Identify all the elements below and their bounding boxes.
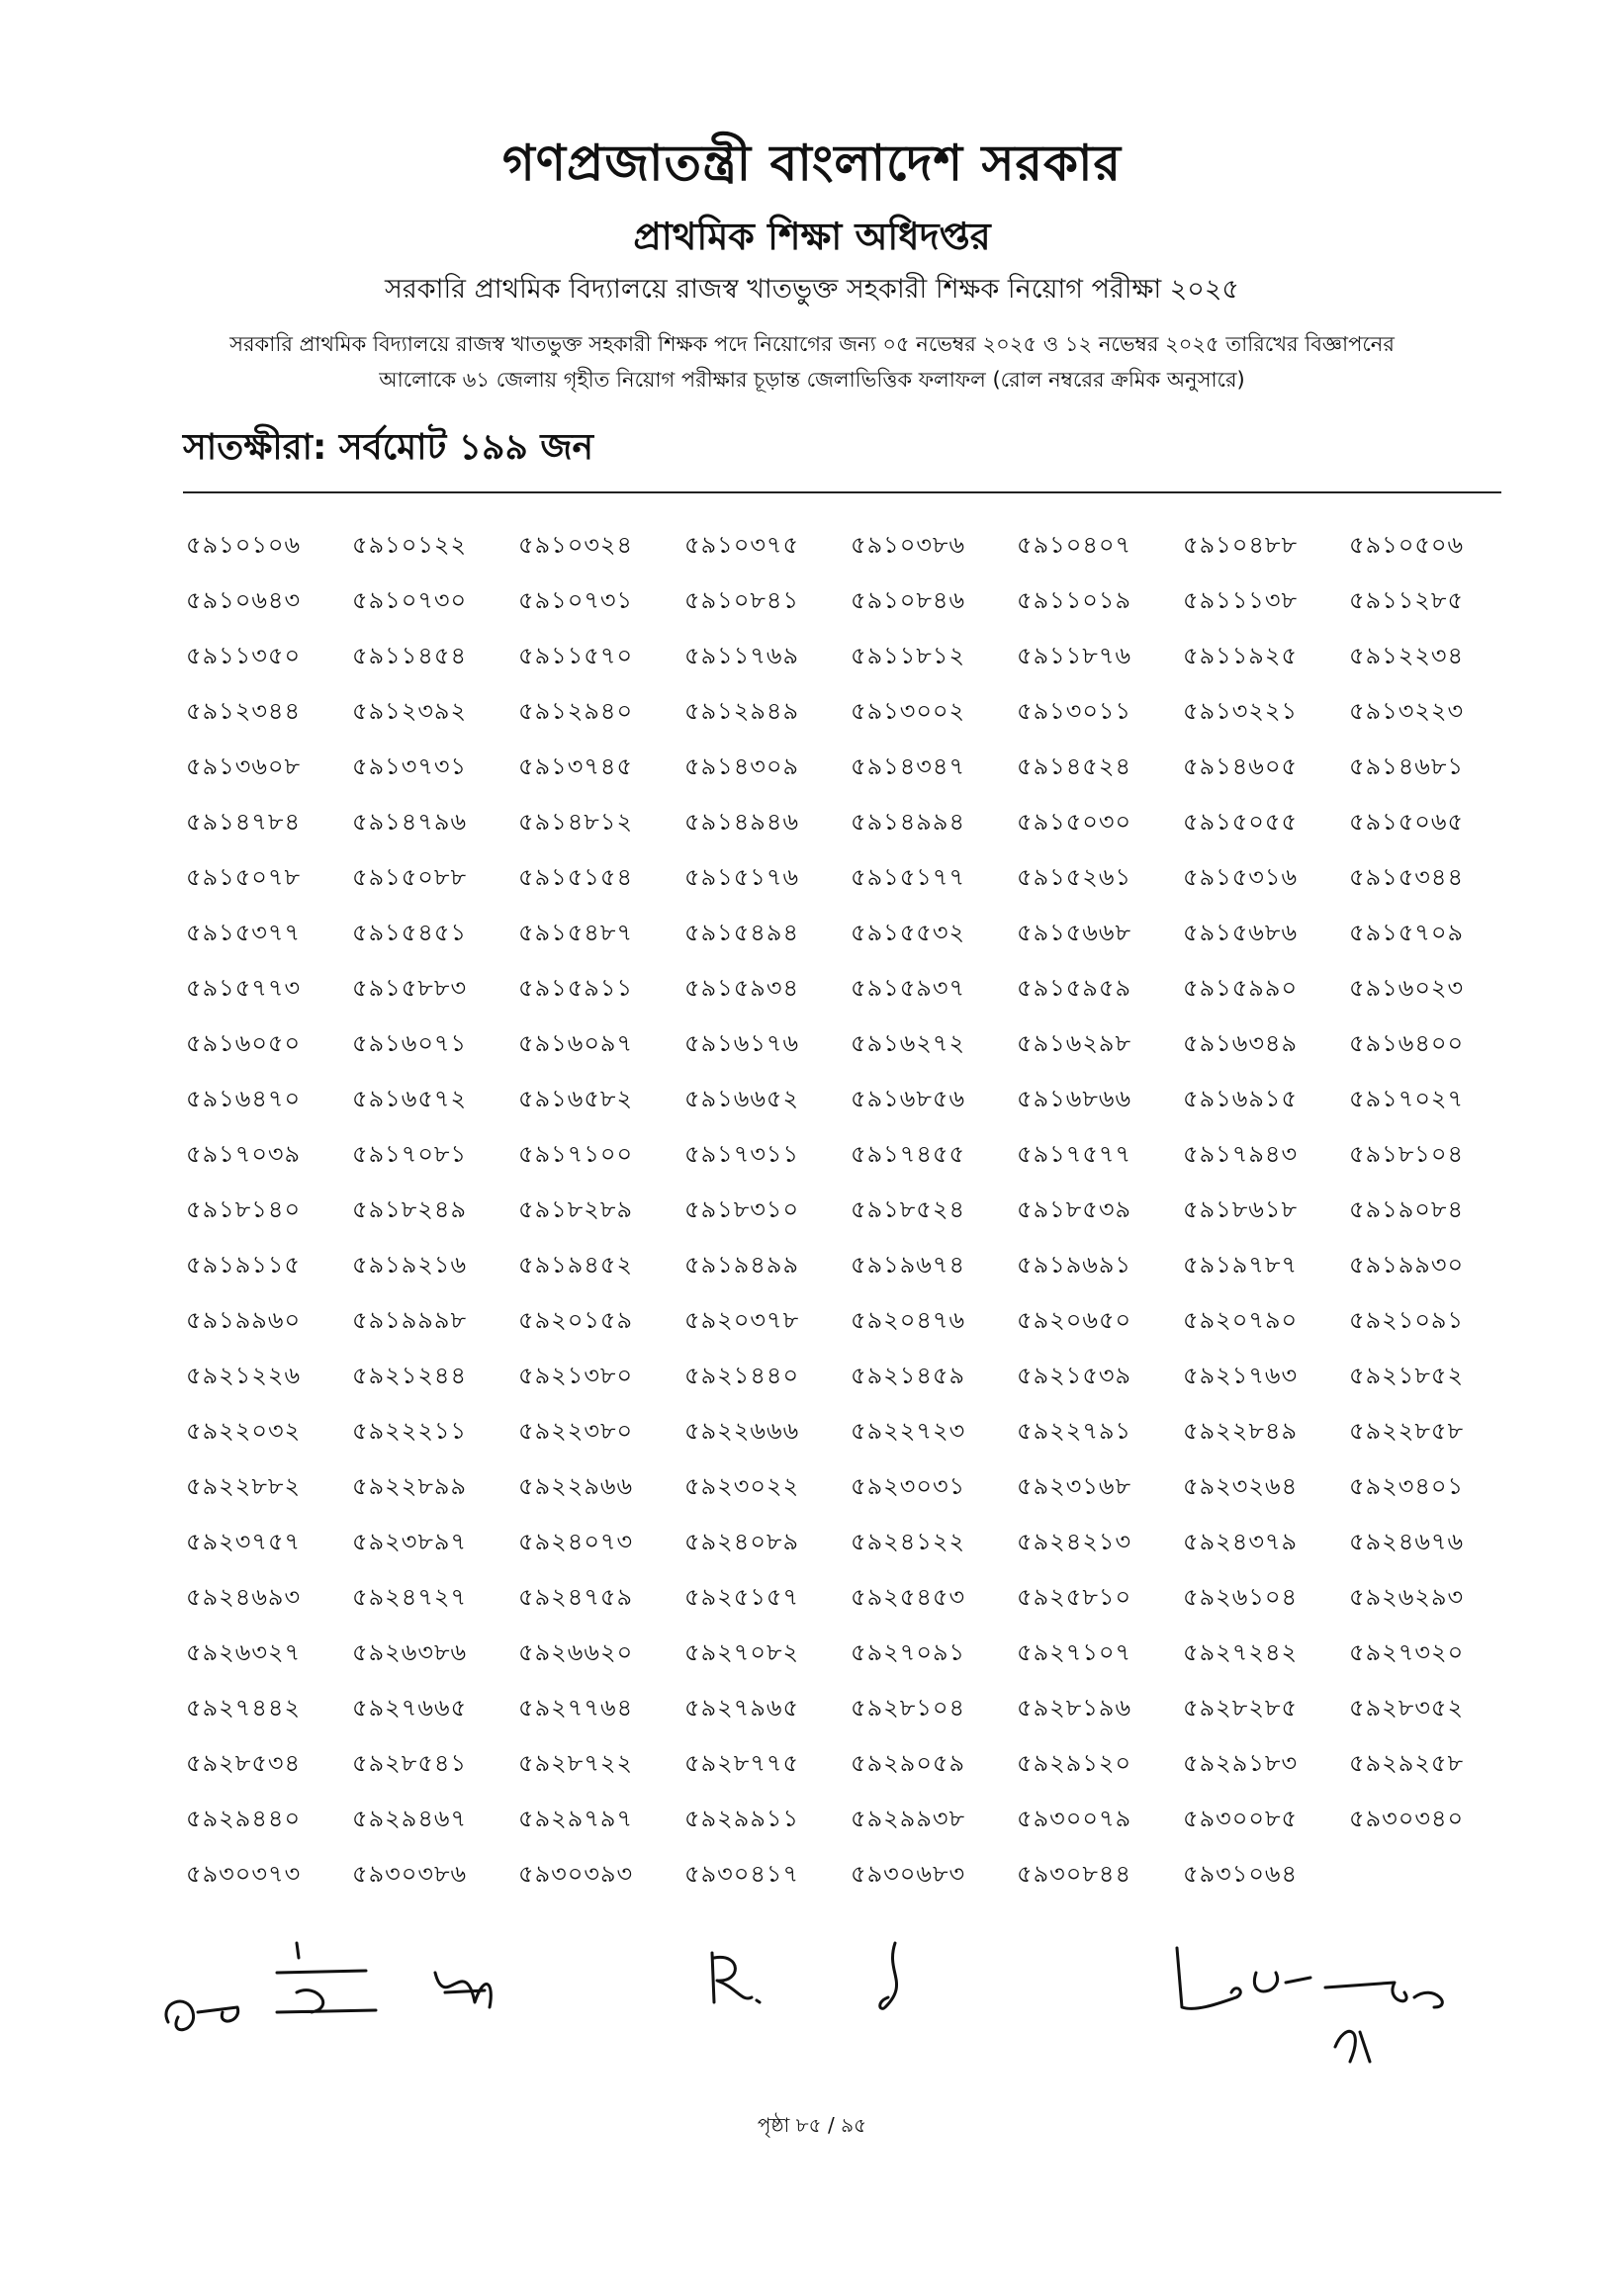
roll-number: ৫৯১৯৯৩০ bbox=[1349, 1251, 1465, 1279]
roll-number: ৫৯২১২৪৪ bbox=[352, 1362, 468, 1389]
roll-number: ৫৯১৫৯৯০ bbox=[1183, 974, 1299, 1002]
roll-number: ৫৯৩০৬৮৩ bbox=[851, 1860, 966, 1888]
roll-number: ৫৯১৬২৯৮ bbox=[1017, 1029, 1132, 1057]
roll-number: ৫৯১৪৯৪৬ bbox=[684, 808, 800, 836]
roll-number: ৫৯১০৮৪১ bbox=[684, 586, 800, 614]
government-title: গণপ্রজাতন্ত্রী বাংলাদেশ সরকার bbox=[502, 134, 1122, 192]
roll-number: ৫৯১৬০৭১ bbox=[352, 1029, 468, 1057]
roll-number: ৫৯১৯৭৮৭ bbox=[1183, 1251, 1299, 1279]
roll-number: ৫৯১৫৫৩২ bbox=[851, 919, 966, 946]
roll-number: ৫৯২১২২৬ bbox=[186, 1362, 302, 1389]
roll-number: ৫৯১৫৬৮৬ bbox=[1183, 919, 1299, 946]
roll-number: ৫৯২২৮৮২ bbox=[186, 1472, 302, 1500]
roll-number: ৫৯২৯২৫৮ bbox=[1349, 1749, 1465, 1777]
roll-number: ৫৯২৩৭৫৭ bbox=[186, 1528, 302, 1555]
roll-number: ৫৯১৬৪০০ bbox=[1349, 1029, 1465, 1057]
roll-number: ৫৯১৩৭৪৫ bbox=[518, 752, 634, 780]
roll-number: ৫৯১০৩৮৬ bbox=[851, 531, 966, 559]
roll-number: ৫৯২৫৮১০ bbox=[1017, 1583, 1132, 1611]
roll-number: ৫৯১৬৬৫২ bbox=[684, 1085, 800, 1112]
roll-number: ৫৯১০৫০৬ bbox=[1349, 531, 1465, 559]
roll-number: ৫৯১৫৩৪৪ bbox=[1349, 863, 1465, 891]
roll-number: ৫৯১৯৯৬০ bbox=[186, 1306, 302, 1334]
roll-number: ৫৯১১৮১২ bbox=[851, 642, 966, 669]
roll-number: ৫৯২০৩৭৮ bbox=[684, 1306, 800, 1334]
roll-number: ৫৯১১৮৭৬ bbox=[1017, 642, 1132, 669]
roll-number: ৫৯১৮৩১০ bbox=[684, 1195, 800, 1223]
roll-number: ৫৯৩০৩৪০ bbox=[1349, 1805, 1465, 1832]
roll-number: ৫৯১০৮৪৬ bbox=[851, 586, 966, 614]
roll-number: ৫৯২৩৮৯৭ bbox=[352, 1528, 468, 1555]
roll-number: ৫৯১৮১০৪ bbox=[1349, 1140, 1465, 1168]
roll-number: ৫৯১২৩৪৪ bbox=[186, 697, 302, 725]
roll-number: ৫৯১৫০৩০ bbox=[1017, 808, 1132, 836]
roll-number: ৫৯২৭০৮২ bbox=[684, 1638, 800, 1666]
page-number: পৃষ্ঠা ৮৫ / ৯৫ bbox=[757, 2113, 867, 2137]
roll-number: ৫৯১৬০২৩ bbox=[1349, 974, 1465, 1002]
roll-number: ৫৯১৩২২৩ bbox=[1349, 697, 1465, 725]
roll-number: ৫৯২৮৩৫২ bbox=[1349, 1694, 1465, 1722]
roll-number: ৫৯২৫১৫৭ bbox=[684, 1583, 800, 1611]
roll-number: ৫৯২৮৭৭৫ bbox=[684, 1749, 800, 1777]
roll-number: ৫৯২০৬৫০ bbox=[1017, 1306, 1132, 1334]
roll-number: ৫৯২৪৩৭৯ bbox=[1183, 1528, 1299, 1555]
roll-number: ৫৯১১২৮৫ bbox=[1349, 586, 1465, 614]
roll-number: ৫৯৩০০৮৫ bbox=[1183, 1805, 1299, 1832]
roll-number: ৫৯১৪৭৮৪ bbox=[186, 808, 302, 836]
roll-number: ৫৯২৪৭২৭ bbox=[352, 1583, 468, 1611]
roll-number: ৫৯২৯৪৪০ bbox=[186, 1805, 302, 1832]
roll-number: ৫৯১০৩২৪ bbox=[518, 531, 634, 559]
roll-number: ৫৯২৯৯৩৮ bbox=[851, 1805, 966, 1832]
roll-number: ৫৯২৯৭৯৭ bbox=[518, 1805, 634, 1832]
roll-number: ৫৯১৫৩১৬ bbox=[1183, 863, 1299, 891]
roll-number: ৫৯১৮৫২৪ bbox=[851, 1195, 966, 1223]
district-heading: সাতক্ষীরা: সর্বমোট ১৯৯ জন bbox=[183, 427, 594, 468]
roll-number: ৫৯১৯১১৫ bbox=[186, 1251, 302, 1279]
roll-number: ৫৯১০১২২ bbox=[352, 531, 468, 559]
roll-number: ৫৯১৬০৯৭ bbox=[518, 1029, 634, 1057]
roll-number: ৫৯১৭৩১১ bbox=[684, 1140, 800, 1168]
roll-number: ৫৯১৭৯৪৩ bbox=[1183, 1140, 1299, 1168]
roll-number: ৫৯২০৪৭৬ bbox=[851, 1306, 966, 1334]
roll-number: ৫৯২৩১৬৮ bbox=[1017, 1472, 1132, 1500]
roll-number: ৫৯১৬২৭২ bbox=[851, 1029, 966, 1057]
roll-number: ৫৯২২৭২৩ bbox=[851, 1417, 966, 1445]
roll-number: ৫৯১৫১৫৪ bbox=[518, 863, 634, 891]
roll-number: ৫৯১৯০৮৪ bbox=[1349, 1195, 1465, 1223]
roll-number: ৫৯১৫০৭৮ bbox=[186, 863, 302, 891]
roll-number: ৫৯৩০৪১৭ bbox=[684, 1860, 800, 1888]
roll-number: ৫৯২৪৬৭৬ bbox=[1349, 1528, 1465, 1555]
roll-number: ৫৯২২৭৯১ bbox=[1017, 1417, 1132, 1445]
roll-number: ৫৯১৯৯৯৮ bbox=[352, 1306, 468, 1334]
roll-number: ৫৯২৪০৮৯ bbox=[684, 1528, 800, 1555]
roll-number: ৫৯১৪৫২৪ bbox=[1017, 752, 1132, 780]
roll-number: ৫৯২১৩৮০ bbox=[518, 1362, 634, 1389]
roll-number: ৫৯১৫৪৫১ bbox=[352, 919, 468, 946]
roll-number: ৫৯২১৮৫২ bbox=[1349, 1362, 1465, 1389]
roll-number: ৫৯১০৩৭৫ bbox=[684, 531, 800, 559]
roll-number: ৫৯১১৪৫৪ bbox=[352, 642, 468, 669]
handwritten-signatures-icon bbox=[148, 1913, 1533, 2072]
roll-number: ৫৯১৫৯১১ bbox=[518, 974, 634, 1002]
roll-number: ৫৯১৪৭৯৬ bbox=[352, 808, 468, 836]
roll-number: ৫৯১২৩৯২ bbox=[352, 697, 468, 725]
roll-number: ৫৯২৪১২২ bbox=[851, 1528, 966, 1555]
roll-number: ৫৯১৫৯৫৯ bbox=[1017, 974, 1132, 1002]
exam-title: সরকারি প্রাথমিক বিদ্যালয়ে রাজস্ব খাতভুক্ত সহকারী শিক্ষক নিয়োগ পরীক্ষা ২০২৫ bbox=[385, 274, 1239, 305]
signatures bbox=[148, 1913, 1533, 2072]
roll-number: ৫৯১৯৬৭৪ bbox=[851, 1251, 966, 1279]
roll-number: ৫৯১৯৪৯৯ bbox=[684, 1251, 800, 1279]
roll-number: ৫৯১৬৩৪৯ bbox=[1183, 1029, 1299, 1057]
roll-number: ৫৯১৮২৪৯ bbox=[352, 1195, 468, 1223]
roll-number: ৫৯২৯৯১১ bbox=[684, 1805, 800, 1832]
roll-number: ৫৯১৪৬০৫ bbox=[1183, 752, 1299, 780]
roll-number: ৫৯২৬৩৮৬ bbox=[352, 1638, 468, 1666]
roll-number: ৫৯২০১৫৯ bbox=[518, 1306, 634, 1334]
notice-line-2: আলোকে ৬১ জেলায় গৃহীত নিয়োগ পরীক্ষার চূড়ান্ত জেলাভিত্তিক ফলাফল (রোল নম্বরের ক্রমিক অনুসারে) bbox=[379, 368, 1245, 392]
roll-number: ৫৯১৫১৭৬ bbox=[684, 863, 800, 891]
roll-number: ৫৯১৮২৮৯ bbox=[518, 1195, 634, 1223]
roll-number: ৫৯২২৮৯৯ bbox=[352, 1472, 468, 1500]
roll-number: ৫৯২৬৬২০ bbox=[518, 1638, 634, 1666]
roll-number: ৫৯২৩০৩১ bbox=[851, 1472, 966, 1500]
roll-number: ৫৯১৬৮৬৬ bbox=[1017, 1085, 1132, 1112]
roll-number: ৫৯২০৭৯০ bbox=[1183, 1306, 1299, 1334]
roll-number: ৫৯২৭৯৬৫ bbox=[684, 1694, 800, 1722]
roll-number: ৫৯১৫৩৭৭ bbox=[186, 919, 302, 946]
roll-number: ৫৯২৮৭২২ bbox=[518, 1749, 634, 1777]
roll-number: ৫৯১৫৯৩৭ bbox=[851, 974, 966, 1002]
roll-number: ৫৯১০৪৮৮ bbox=[1183, 531, 1299, 559]
roll-number: ৫৯১৬৪৭০ bbox=[186, 1085, 302, 1112]
notice-line-1: সরকারি প্রাথমিক বিদ্যালয়ে রাজস্ব খাতভুক্ত সহকারী শিক্ষক পদে নিয়োগের জন্য ০৫ নভেম্বর ২০২৫ ও ১২ নভেম্বর ২০২৫ তারিখের বিজ্ঞাপনের bbox=[229, 332, 1395, 356]
roll-number: ৫৯২৪০৭৩ bbox=[518, 1528, 634, 1555]
roll-number: ৫৯২৩০২২ bbox=[684, 1472, 800, 1500]
roll-number: ৫৯২৭০৯১ bbox=[851, 1638, 966, 1666]
roll-number: ৫৯১৯৪৫২ bbox=[518, 1251, 634, 1279]
roll-number: ৫৯১৫৬৬৮ bbox=[1017, 919, 1132, 946]
roll-number: ৫৯১০৪০৭ bbox=[1017, 531, 1132, 559]
roll-number: ৫৯২২৯৬৬ bbox=[518, 1472, 634, 1500]
roll-number: ৫৯১০১০৬ bbox=[186, 531, 302, 559]
roll-number: ৫৯৩০৩৮৬ bbox=[352, 1860, 468, 1888]
roll-number: ৫৯১১১৩৮ bbox=[1183, 586, 1299, 614]
roll-number: ৫৯২৯১৮৩ bbox=[1183, 1749, 1299, 1777]
roll-number: ৫৯১৫৯৩৪ bbox=[684, 974, 800, 1002]
roll-number: ৫৯১০৬৪৩ bbox=[186, 586, 302, 614]
roll-number: ৫৯২৪২১৩ bbox=[1017, 1528, 1132, 1555]
roll-number: ৫৯১৮১৪০ bbox=[186, 1195, 302, 1223]
roll-number: ৫৯২৬১০৪ bbox=[1183, 1583, 1299, 1611]
roll-number: ৫৯২৬২৯৩ bbox=[1349, 1583, 1465, 1611]
divider bbox=[183, 491, 1501, 493]
roll-number: ৫৯২৩৪০১ bbox=[1349, 1472, 1465, 1500]
roll-number: ৫৯২৭৭৬৪ bbox=[518, 1694, 634, 1722]
roll-number: ৫৯২১০৯১ bbox=[1349, 1306, 1465, 1334]
roll-number: ৫৯১৬৫৭২ bbox=[352, 1085, 468, 1112]
roll-number: ৫৯১৩০১১ bbox=[1017, 697, 1132, 725]
roll-number: ৫৯১১৭৬৯ bbox=[684, 642, 800, 669]
roll-number: ৫৯২৭১০৭ bbox=[1017, 1638, 1132, 1666]
roll-number: ৫৯২২৮৪৯ bbox=[1183, 1417, 1299, 1445]
roll-number: ৫৯১৫০৮৮ bbox=[352, 863, 468, 891]
roll-number: ৫৯১৬৫৮২ bbox=[518, 1085, 634, 1112]
roll-number: ৫৯১৩৬০৮ bbox=[186, 752, 302, 780]
roll-number: ৫৯১৬৯১৫ bbox=[1183, 1085, 1299, 1112]
roll-number: ৫৯১০৭৩০ bbox=[352, 586, 468, 614]
roll-number: ৫৯২৮১০৪ bbox=[851, 1694, 966, 1722]
roll-number: ৫৯১৫০৬৫ bbox=[1349, 808, 1465, 836]
roll-number: ৫৯২৯০৫৯ bbox=[851, 1749, 966, 1777]
roll-number: ৫৯১৪৩৪৭ bbox=[851, 752, 966, 780]
roll-number: ৫৯৩০৮৪৪ bbox=[1017, 1860, 1132, 1888]
roll-number: ৫৯২৪৭৫৯ bbox=[518, 1583, 634, 1611]
roll-number: ৫৯২৭৪৪২ bbox=[186, 1694, 302, 1722]
roll-number: ৫৯২১৭৬৩ bbox=[1183, 1362, 1299, 1389]
roll-number: ৫৯৩০৩৭৩ bbox=[186, 1860, 302, 1888]
roll-number: ৫৯১৭৪৫৫ bbox=[851, 1140, 966, 1168]
roll-number: ৫৯১৭০৩৯ bbox=[186, 1140, 302, 1168]
roll-number: ৫৯১৩৭৩১ bbox=[352, 752, 468, 780]
roll-number: ৫৯১২৯৪০ bbox=[518, 697, 634, 725]
department-title: প্রাথমিক শিক্ষা অধিদপ্তর bbox=[633, 215, 991, 258]
roll-number: ৫৯১৭০৮১ bbox=[352, 1140, 468, 1168]
roll-number: ৫৯১৫২৬১ bbox=[1017, 863, 1132, 891]
roll-number: ৫৯২৭৩২০ bbox=[1349, 1638, 1465, 1666]
roll-number: ৫৯১৫১৭৭ bbox=[851, 863, 966, 891]
roll-number: ৫৯২৭২৪২ bbox=[1183, 1638, 1299, 1666]
roll-number: ৫৯১৩০০২ bbox=[851, 697, 966, 725]
roll-number: ৫৯২১৫৩৯ bbox=[1017, 1362, 1132, 1389]
roll-number: ৫৯২২৮৫৮ bbox=[1349, 1417, 1465, 1445]
roll-number: ৫৯৩০৩৯৩ bbox=[518, 1860, 634, 1888]
roll-number: ৫৯১২২৩৪ bbox=[1349, 642, 1465, 669]
roll-number: ৫৯১১০১৯ bbox=[1017, 586, 1132, 614]
roll-number: ৫৯২২৩৮০ bbox=[518, 1417, 634, 1445]
roll-number: ৫৯১৫৮৮৩ bbox=[352, 974, 468, 1002]
roll-number: ৫৯১৬১৭৬ bbox=[684, 1029, 800, 1057]
roll-number: ৫৯১০৭৩১ bbox=[518, 586, 634, 614]
notice-text bbox=[0, 326, 1624, 397]
roll-number: ৫৯২৭৬৬৫ bbox=[352, 1694, 468, 1722]
roll-number: ৫৯১৫৭৭৩ bbox=[186, 974, 302, 1002]
roll-number: ৫৯১৪৩০৯ bbox=[684, 752, 800, 780]
roll-number: ৫৯১৯২১৬ bbox=[352, 1251, 468, 1279]
roll-number: ৫৯১৯৬৯১ bbox=[1017, 1251, 1132, 1279]
roll-number: ৫৯২৩২৬৪ bbox=[1183, 1472, 1299, 1500]
roll-number: ৫৯১৪৮১২ bbox=[518, 808, 634, 836]
roll-number: ৫৯২৪৬৯৩ bbox=[186, 1583, 302, 1611]
roll-number: ৫৯১১৩৫০ bbox=[186, 642, 302, 669]
roll-number: ৫৯১৮৫৩৯ bbox=[1017, 1195, 1132, 1223]
roll-number: ৫৯২৮৫৩৪ bbox=[186, 1749, 302, 1777]
roll-number: ৫৯২১৪৫৯ bbox=[851, 1362, 966, 1389]
roll-number: ৫৯১৫৭০৯ bbox=[1349, 919, 1465, 946]
roll-number: ৫৯২২০৩২ bbox=[186, 1417, 302, 1445]
roll-number: ৫৯৩১০৬৪ bbox=[1183, 1860, 1299, 1888]
roll-number: ৫৯১৩২২১ bbox=[1183, 697, 1299, 725]
roll-number: ৫৯২২২১১ bbox=[352, 1417, 468, 1445]
roll-number: ৫৯২৯১২০ bbox=[1017, 1749, 1132, 1777]
roll-number: ৫৯১৬৮৫৬ bbox=[851, 1085, 966, 1112]
roll-number: ৫৯১৪৬৮১ bbox=[1349, 752, 1465, 780]
roll-number: ৫৯১৪৯৯৪ bbox=[851, 808, 966, 836]
roll-number: ৫৯২৮১৯৬ bbox=[1017, 1694, 1132, 1722]
roll-number: ৫৯২১৪৪০ bbox=[684, 1362, 800, 1389]
roll-number: ৫৯১৫৪৯৪ bbox=[684, 919, 800, 946]
roll-number: ৫৯১৫৪৮৭ bbox=[518, 919, 634, 946]
roll-number: ৫৯২৮২৮৫ bbox=[1183, 1694, 1299, 1722]
roll-number: ৫৯১৫০৫৫ bbox=[1183, 808, 1299, 836]
roll-number-grid bbox=[186, 527, 1511, 1911]
roll-number: ৫৯১২৯৪৯ bbox=[684, 697, 800, 725]
roll-number: ৫৯১৮৬১৮ bbox=[1183, 1195, 1299, 1223]
roll-number: ৫৯১৬০৫০ bbox=[186, 1029, 302, 1057]
roll-number: ৫৯২৯৪৬৭ bbox=[352, 1805, 468, 1832]
roll-number: ৫৯৩০০৭৯ bbox=[1017, 1805, 1132, 1832]
roll-number: ৫৯১১৯২৫ bbox=[1183, 642, 1299, 669]
roll-number: ৫৯১৭১০০ bbox=[518, 1140, 634, 1168]
roll-number: ৫৯১৭৫৭৭ bbox=[1017, 1140, 1132, 1168]
roll-number: ৫৯২৮৫৪১ bbox=[352, 1749, 468, 1777]
roll-number: ৫৯২২৬৬৬ bbox=[684, 1417, 800, 1445]
roll-number: ৫৯২৬৩২৭ bbox=[186, 1638, 302, 1666]
roll-number: ৫৯১৭০২৭ bbox=[1349, 1085, 1465, 1112]
roll-number: ৫৯১১৫৭০ bbox=[518, 642, 634, 669]
roll-number: ৫৯২৫৪৫৩ bbox=[851, 1583, 966, 1611]
